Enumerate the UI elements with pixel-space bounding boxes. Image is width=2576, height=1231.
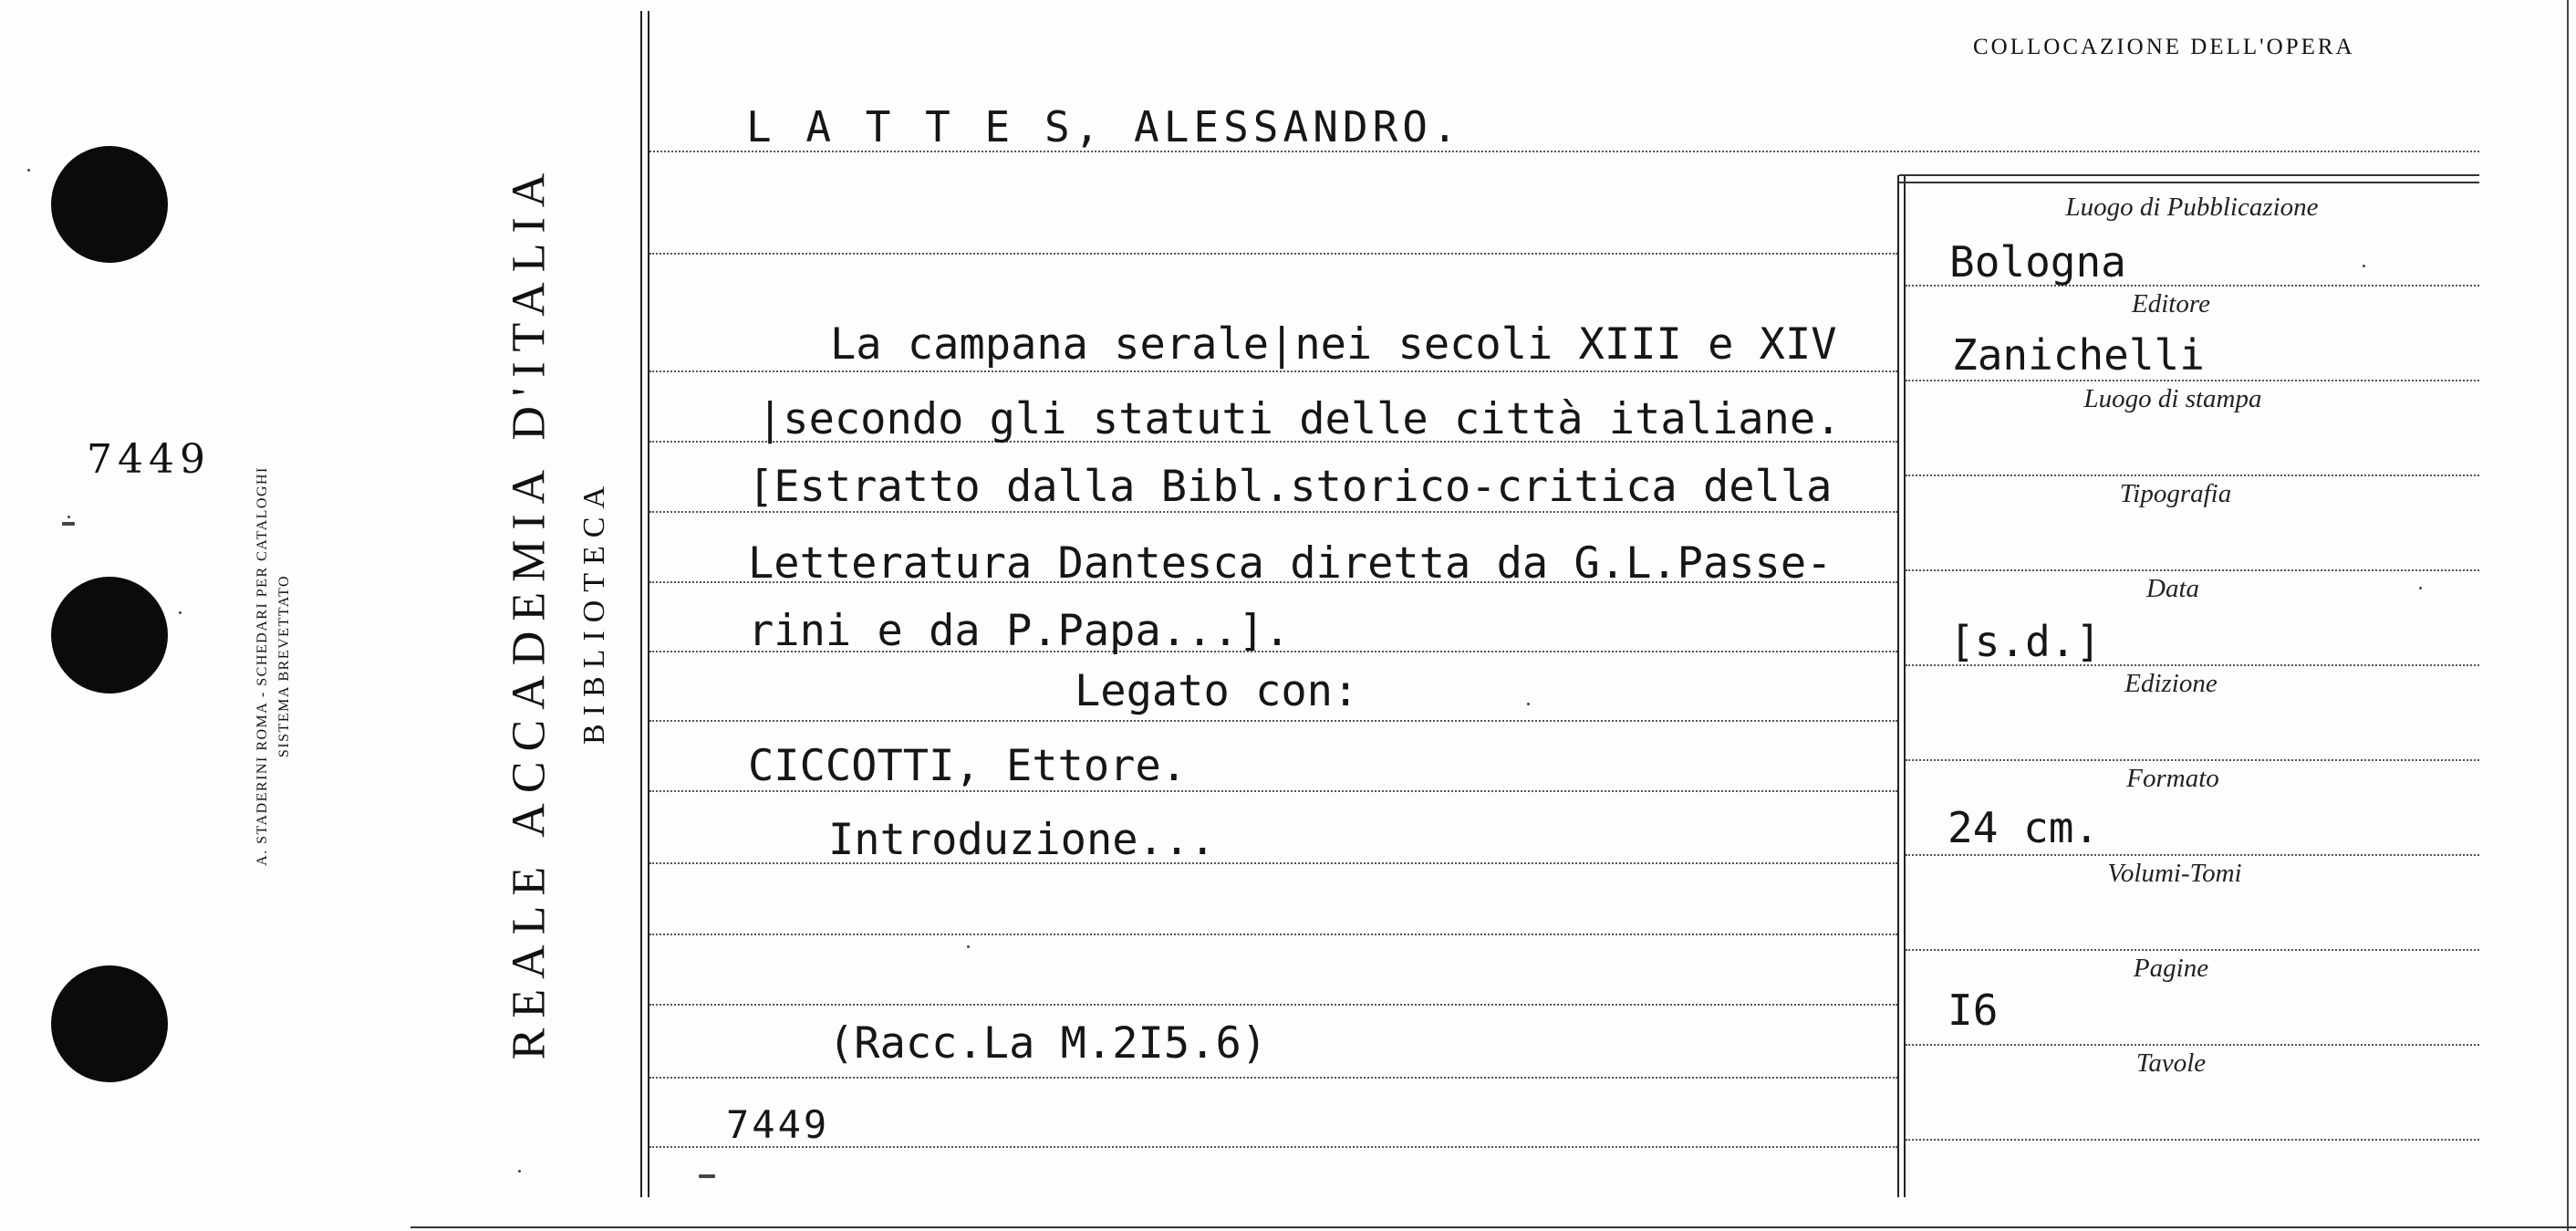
field-rule-line — [1906, 380, 2479, 381]
field-rule-line — [1906, 475, 2479, 476]
main-vertical-rule-1 — [640, 11, 642, 1197]
field-rule-line — [1906, 854, 2479, 856]
catalog-number-left: 7449 — [87, 436, 211, 483]
rule-line — [649, 720, 1897, 722]
field-rule-line — [1906, 569, 2479, 571]
field-rule-line — [1906, 759, 2479, 761]
author-heading: L A T T E S, ALESSANDRO. — [746, 102, 1462, 151]
entry-line-8: Introduzione... — [828, 815, 1216, 865]
label-tavole: Tavole — [2135, 1048, 2207, 1078]
rule-line — [649, 934, 1897, 935]
entry-line-2: |secondo gli statuti delle città italiane. — [757, 394, 1842, 444]
shelf-location-label: COLLOCAZIONE DELL'OPERA — [1973, 35, 2355, 59]
field-rule-line — [1906, 949, 2479, 951]
paper-speck — [27, 169, 30, 172]
institution-name: REALE ACCADEMIA D'ITALIA — [503, 162, 556, 1060]
label-editore: Editore — [2132, 289, 2210, 318]
paper-speck — [68, 516, 70, 518]
entry-line-4: Letteratura Dantesca diretta da G.L.Passe- — [748, 538, 1833, 589]
field-panel-top-rule-1 — [1899, 174, 2479, 176]
main-vertical-rule-2 — [648, 11, 649, 1197]
card-maker-line-1: A. STADERINI ROMA - SCHEDARI PER CATALOGHI — [254, 466, 270, 866]
rule-line — [649, 1004, 1897, 1006]
paper-speck — [699, 1174, 715, 1178]
value-data: [s.d.] — [1949, 617, 2102, 666]
paper-speck — [2363, 265, 2365, 267]
field-panel-top-rule-2 — [1899, 182, 2479, 183]
punch-hole-bottom — [51, 965, 168, 1082]
label-luogo-pubblicazione: Luogo di Pubblicazione — [2065, 193, 2319, 222]
value-editore: Zanichelli — [1952, 330, 2205, 380]
rule-line — [649, 253, 1897, 255]
label-tipografia: Tipografia — [2119, 479, 2232, 508]
entry-line-9: (Racc.La M.2I5.6) — [828, 1018, 1268, 1069]
card-maker-line-2: SISTEMA BREVETTATO — [276, 574, 292, 758]
entry-line-7: CICCOTTI, Ettore. — [748, 741, 1188, 791]
label-formato: Formato — [2126, 764, 2219, 793]
entry-line-6: Legato con: — [1075, 666, 1359, 716]
label-pagine: Pagine — [2133, 954, 2209, 983]
library-name: BIBLIOTECA — [577, 477, 611, 746]
field-panel-rule-1 — [1897, 175, 1899, 1197]
paper-speck — [179, 611, 182, 614]
label-edizione: Edizione — [2124, 669, 2218, 698]
paper-speck — [518, 1170, 521, 1173]
label-data: Data — [2146, 574, 2199, 603]
punch-hole-top — [51, 146, 168, 263]
rule-line — [649, 370, 1897, 372]
rule-line — [649, 1146, 1897, 1148]
paper-speck — [1527, 703, 1530, 705]
punch-hole-middle — [51, 577, 168, 694]
value-luogo-pubblicazione: Bologna — [1949, 237, 2126, 287]
value-pagine: I6 — [1948, 986, 1999, 1035]
card-right-edge — [2567, 0, 2569, 1231]
paper-speck — [2419, 587, 2422, 589]
field-rule-line — [1906, 1044, 2479, 1046]
value-formato: 24 cm. — [1948, 803, 2100, 852]
entry-line-3: [Estratto dalla Bibl.storico-critica della — [748, 462, 1833, 512]
paper-speck — [967, 945, 970, 948]
paper-speck — [62, 522, 75, 526]
label-volumi-tomi: Volumi-Tomi — [2107, 859, 2242, 888]
field-rule-line — [1906, 1139, 2479, 1141]
label-luogo-stampa: Luogo di stampa — [2083, 384, 2262, 413]
card-maker-imprint — [252, 466, 296, 866]
entry-line-5: rini e da P.Papa...]. — [748, 606, 1291, 656]
rule-line — [649, 1077, 1897, 1079]
entry-line-1: La campana serale|nei secoli XIII e XIV — [830, 319, 1837, 370]
card-bottom-edge — [410, 1226, 2576, 1228]
bottom-catalog-number: 7449 — [726, 1102, 830, 1147]
